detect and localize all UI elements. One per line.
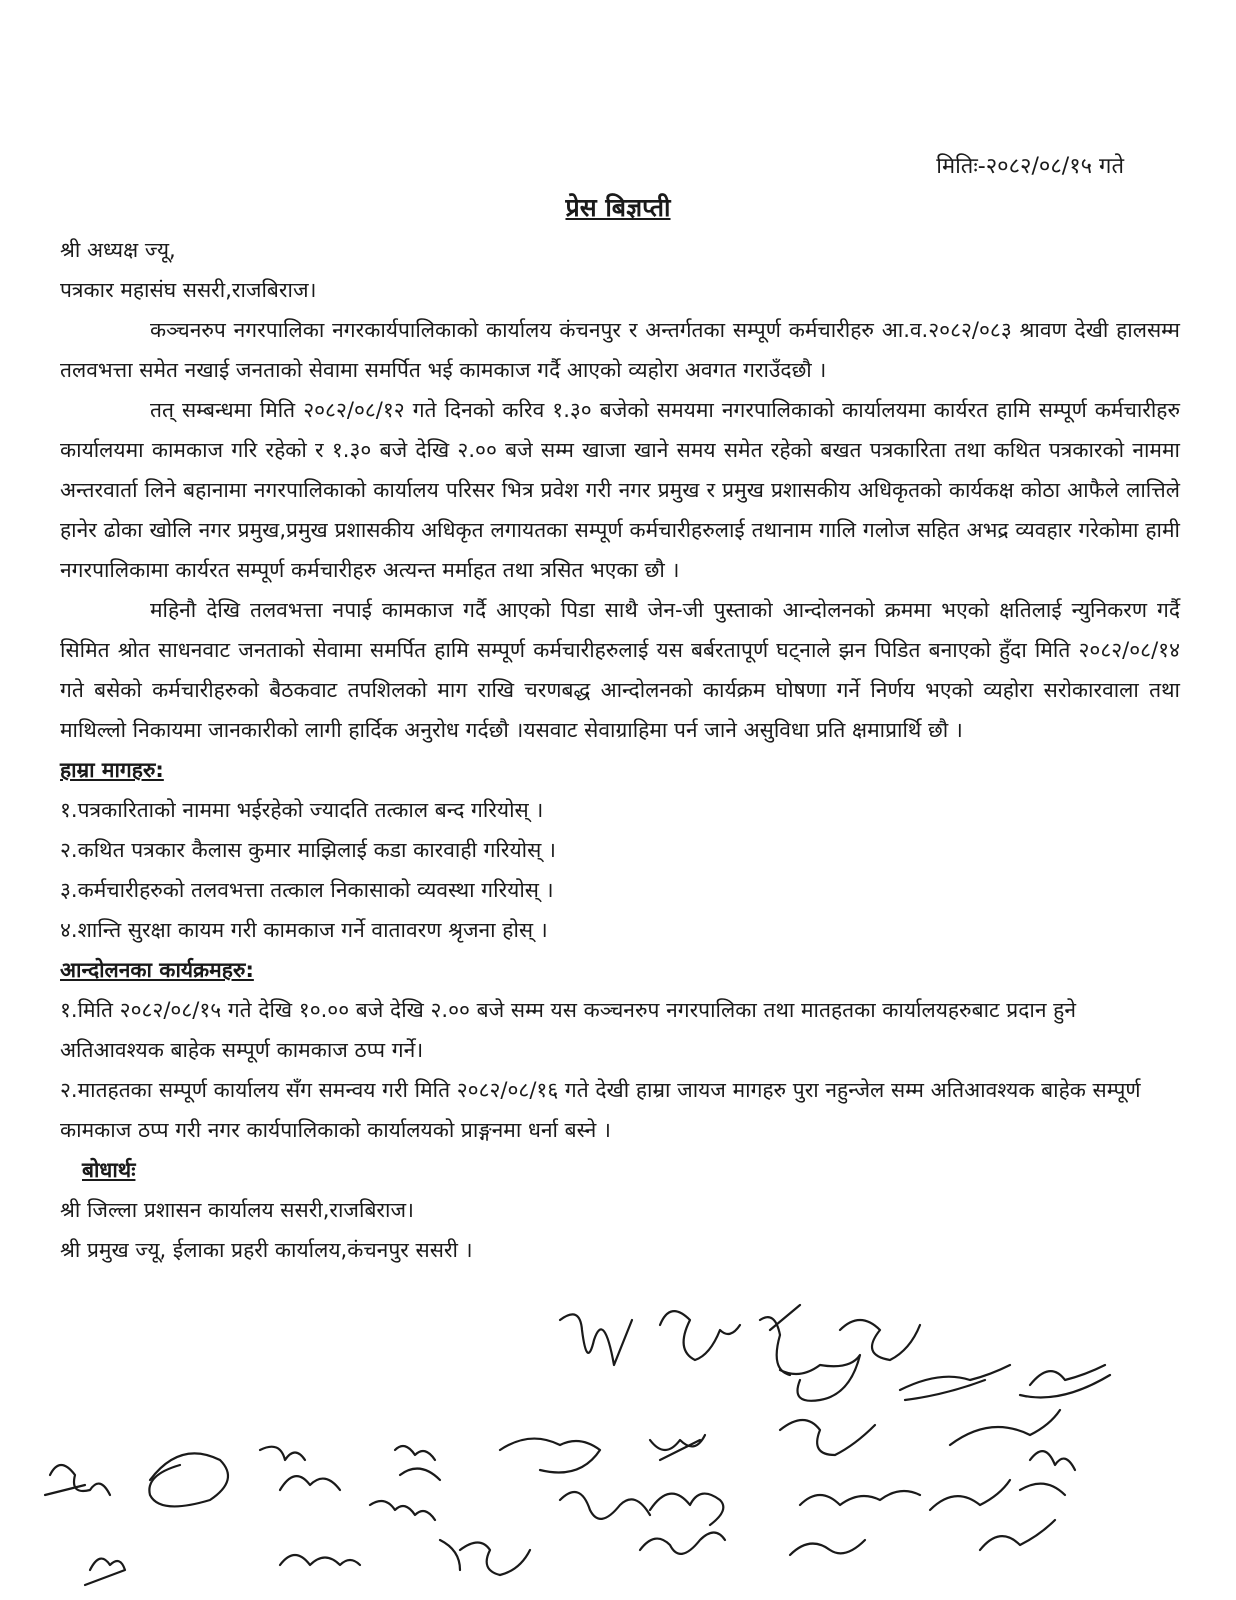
cc-item: श्री प्रमुख ज्यू, ईलाका प्रहरी कार्यालय,कंचनपुर ससरी । [60, 1238, 473, 1262]
signature [780, 1420, 875, 1455]
signatures-area [0, 1300, 1236, 1600]
signature [260, 1447, 340, 1490]
signature [900, 1365, 1010, 1400]
signature [149, 1453, 228, 1506]
signature [500, 1439, 600, 1473]
demand-item: ४.शान्ति सुरक्षा कायम गरी कामकाज गर्ने वातावरण श्रृजना होस् । [60, 918, 548, 942]
recipient-line-1: श्री अध्यक्ष ज्यू, [60, 238, 176, 262]
signature [395, 1446, 440, 1480]
signature [640, 1533, 725, 1554]
signature [780, 1355, 860, 1401]
signature [790, 1540, 865, 1555]
signature [660, 1311, 740, 1360]
signature [560, 1492, 650, 1519]
demand-item: ३.कर्मचारीहरुको तलवभत्ता तत्काल निकासाको व्यवस्था गरियोस् । [60, 878, 554, 902]
signature [85, 1559, 125, 1585]
signature [800, 1491, 920, 1505]
signature [760, 1305, 800, 1375]
signature [950, 1410, 1060, 1445]
letter-date: मितिः-२०८२/०८/१५ गते [936, 154, 1124, 179]
signature [370, 1501, 435, 1520]
paragraph-decision: महिनौ देखि तलवभत्ता नपाई कामकाज गर्दै आएको पिडा साथै जेन-जी पुस्ताको आन्दोलनको क्रममा भएको क्षतिलाई न्युनिकरण गर्दै सिमित श्रोत साधनवाट जनताको सेवामा समर्पित हामि सम्पूर्ण कर्मचारीहरुलाई यस बर्बरतापूर्ण घट्नाले झन पिडित बनाएको हुँदा मिति २०८२/०८/१४ गते बसेको कर्मचारीहरुको बैठकवाट तपशिलको माग राखि चरणबद्ध आन्दोलनको कार्यक्रम घोषणा गर्ने निर्णय भएको व्यहोरा सरोकारवाला तथा माथिल्लो निकायमा जानकारीको लागी हार्दिक अनुरोध गर्दछौ ।यसवाट सेवाग्राहिमा पर्न जाने असुविधा प्रति क्षमाप्रार्थि छौ । [60, 598, 1180, 742]
letter-body [60, 230, 1180, 1270]
signature [280, 1555, 360, 1565]
signature [45, 1465, 110, 1495]
recipient-line-2: पत्रकार महासंघ ससरी,राजबिराज। [60, 278, 317, 302]
signature [560, 1314, 632, 1365]
paragraph-intro: कञ्चनरुप नगरपालिका नगरकार्यपालिकाको कार्यालय कंचनपुर र अन्तर्गतका सम्पूर्ण कर्मचारीहरु आ.व.२०८२/०८३ श्रावण देखी हालसम्म तलवभत्ता समेत नखाई जनताको सेवामा समर्पित भई कामकाज गर्दै आएको व्यहोरा अवगत गराउँदछौ । [60, 318, 1180, 382]
cc-item: श्री जिल्ला प्रशासन कार्यालय ससरी,राजबिराज। [60, 1198, 415, 1222]
program-item: २.मातहतका सम्पूर्ण कार्यालय सँग समन्वय गरी मिति २०८२/०८/१६ गते देखी हाम्रा जायज मागहरु पुरा नहुन्जेल सम्म अतिआवश्यक बाहेक सम्पूर्ण कामकाज ठप्प गरी नगर कार्यपालिकाको कार्यालयको प्राङ्गनमा धर्ना बस्ने । [60, 1078, 1141, 1142]
demands-heading: हाम्रा मागहरु: [60, 758, 164, 782]
signature [650, 1435, 705, 1460]
signature [1030, 1451, 1075, 1470]
demand-item: १.पत्रकारिताको नाममा भईरहेको ज्यादति तत्काल बन्द गरियोस् । [60, 798, 544, 822]
demand-item: २.कथित पत्रकार कैलास कुमार माझिलाई कडा कारवाही गरियोस् । [60, 838, 556, 862]
signature [1020, 1365, 1110, 1398]
signature [980, 1520, 1055, 1550]
signature [930, 1480, 1010, 1510]
signature [440, 1540, 530, 1575]
signature [1020, 1484, 1065, 1495]
cc-heading: बोधार्थः [82, 1158, 136, 1182]
signature [840, 1320, 920, 1360]
programs-heading: आन्दोलनका कार्यक्रमहरु: [60, 958, 254, 982]
document-title: प्रेस बिज्ञप्ती [565, 193, 671, 222]
program-item: १.मिति २०८२/०८/१५ गते देखि १०.०० बजे देखि २.०० बजे सम्म यस कञ्चनरुप नगरपालिका तथा मातहतका कार्यालयहरुबाट प्रदान हुने अतिआवश्यक बाहेक सम्पूर्ण कामकाज ठप्प गर्ने। [60, 998, 1076, 1062]
paragraph-incident: तत् सम्बन्धमा मिति २०८२/०८/१२ गते दिनको करिव १.३० बजेको समयमा नगरपालिकाको कार्यालयमा कार्यरत हामि सम्पूर्ण कर्मचारीहरु कार्यालयमा कामकाज गरि रहेको र १.३० बजे देखि २.०० बजे सम्म खाजा खाने समय समेत रहेको बखत पत्रकारिता तथा कथित पत्रकारको नाममा अन्तरवार्ता लिने बहानामा नगरपालिकाको कार्यालय परिसर भित्र प्रवेश गरी नगर प्रमुख र प्रमुख प्रशासकीय अधिकृतको कार्यकक्ष कोठा आफैले लात्तिले हानेर ढोका खोलि नगर प्रमुख,प्रमुख प्रशासकीय अधिकृत लगायतका सम्पूर्ण कर्मचारीहरुलाई तथानाम गालि गलोज सहित अभद्र व्यवहार गरेकोमा हामी नगरपालिकामा कार्यरत सम्पूर्ण कर्मचारीहरु अत्यन्त मर्माहत तथा त्रसित भएका छौ । [60, 398, 1180, 582]
signature [650, 1494, 723, 1525]
